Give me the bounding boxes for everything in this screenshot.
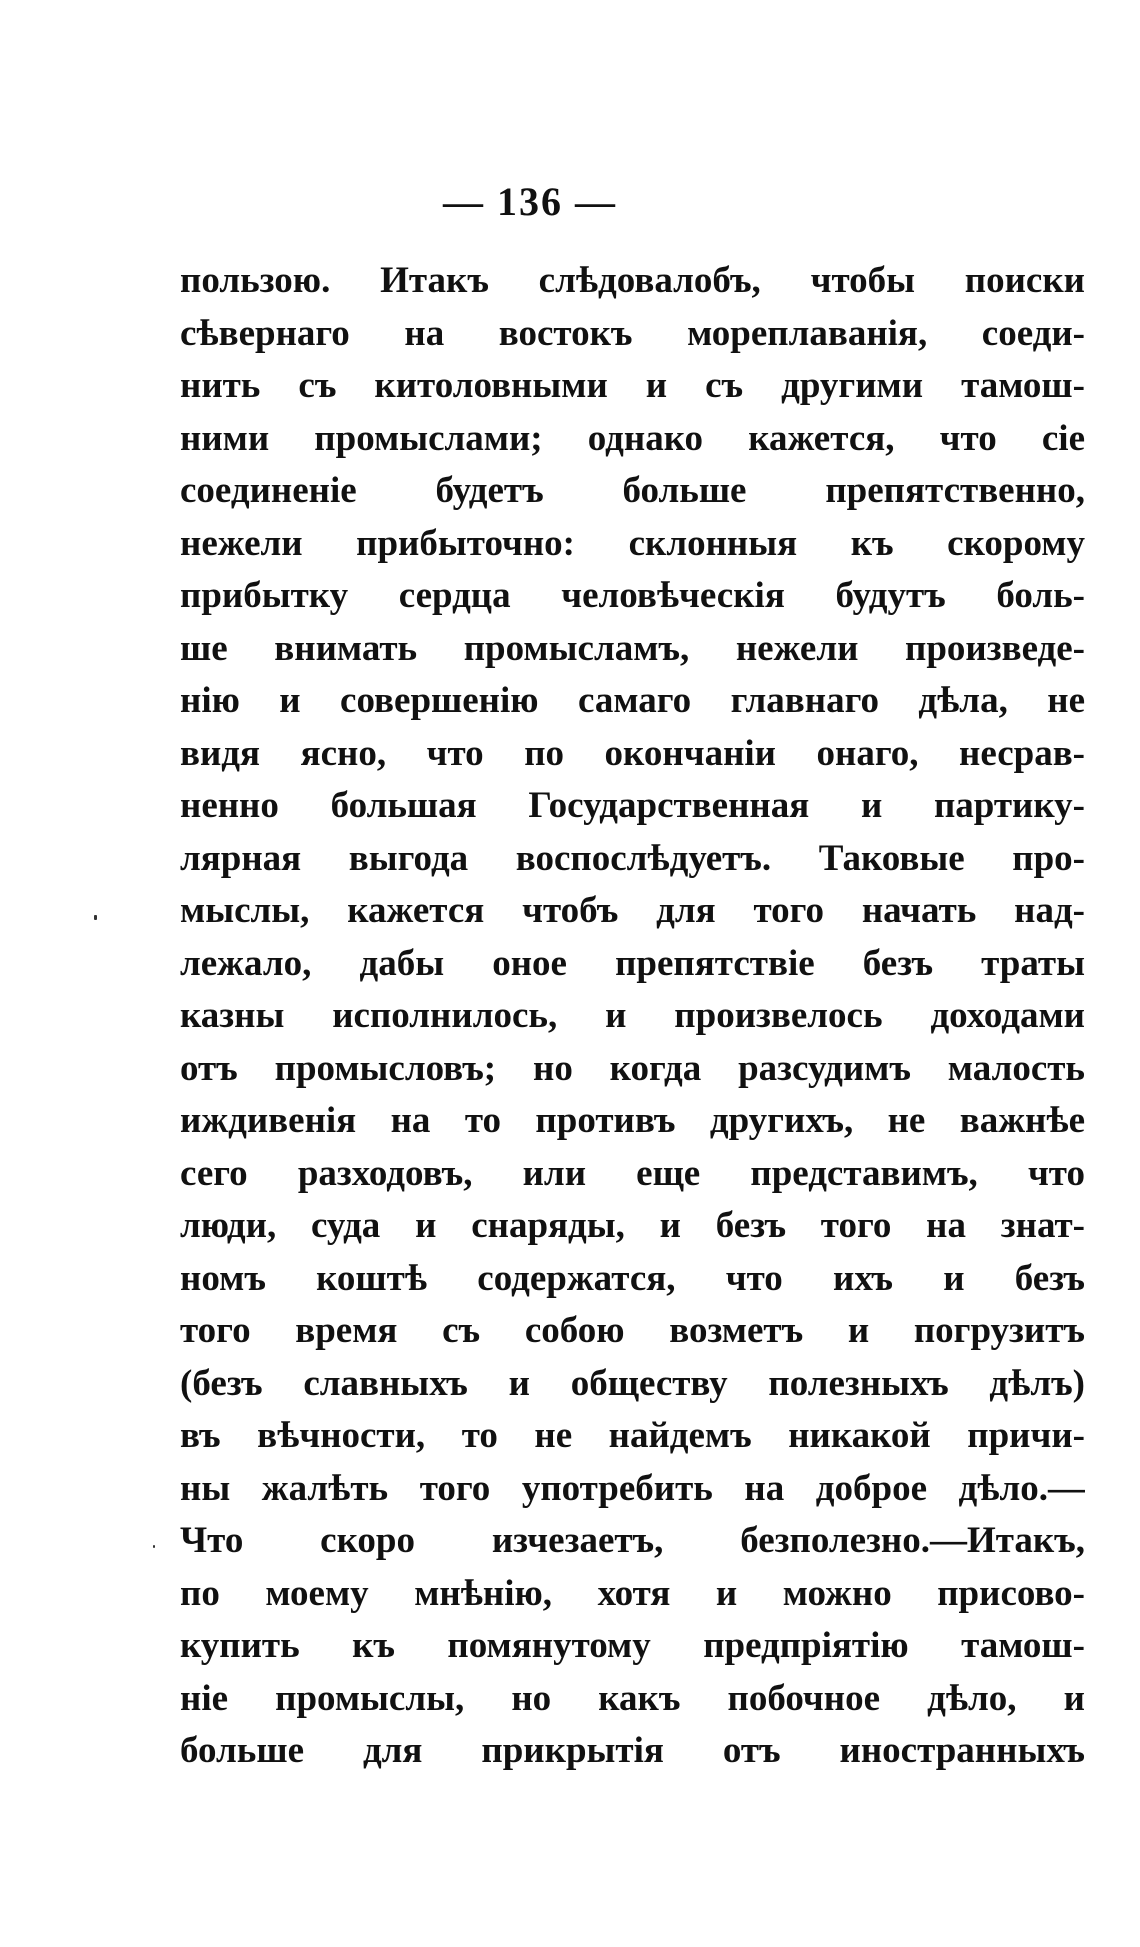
text-line: Что скоро изчезаетъ, безполезно.—Итакъ, <box>180 1520 1085 1561</box>
text-line: нежели прибыточно: склонныя къ скорому <box>180 522 1085 564</box>
text-line: нить съ китоловными и съ другими тамош- <box>180 365 1085 406</box>
text-line: отъ промысловъ; но когда разсудимъ малость <box>180 1047 1085 1089</box>
text-line: ше внимать промысламъ, нежели произведе- <box>180 627 1085 669</box>
text-line: (безъ славныхъ и обществу полезныхъ дѣлъ) <box>180 1362 1085 1404</box>
text-line: мыслы, кажется чтобъ для того начать над- <box>180 890 1085 931</box>
text-line: лежало, дабы оное препятствіе безъ траты <box>180 942 1085 984</box>
text-line: купить къ помянутому предпріятію тамош- <box>180 1625 1085 1666</box>
text-line: ними промыслами; однако кажется, что сіе <box>180 417 1085 459</box>
text-line: иждивенія на то противъ другихъ, не важнѣе <box>180 1100 1085 1141</box>
text-line: лярная выгода воспослѣдуетъ. Таковые про- <box>180 837 1085 879</box>
text-line: нію и совершенію самаго главнаго дѣла, не <box>180 680 1085 721</box>
body-text <box>180 255 1085 1778</box>
text-line: сѣвернаго на востокъ мореплаванія, соеди- <box>180 312 1085 354</box>
text-line: соединеніе будетъ больше препятственно, <box>180 470 1085 511</box>
text-line: сего разходовъ, или еще представимъ, что <box>180 1152 1085 1194</box>
text-line: ніе промыслы, но какъ побочное дѣло, и <box>180 1677 1085 1719</box>
text-line: въ вѣчности, то не найдемъ никакой причи- <box>180 1415 1085 1456</box>
text-line: пользою. Итакъ слѣдовалобъ, чтобы поиски <box>180 260 1085 301</box>
text-line: больше для прикрытія отъ иностранныхъ <box>180 1730 1085 1771</box>
text-line: ны жалѣть того употребить на доброе дѣло.— <box>180 1467 1085 1509</box>
ink-speck <box>153 1545 155 1548</box>
page-number: — 136 — <box>443 179 617 224</box>
text-line: номъ коштѣ содержатся, что ихъ и безъ <box>180 1257 1085 1299</box>
text-line: прибытку сердца человѣческія будутъ боль- <box>180 575 1085 616</box>
text-line: того время съ собою возметъ и погрузитъ <box>180 1310 1085 1351</box>
text-line: по моему мнѣнію, хотя и можно присово- <box>180 1572 1085 1614</box>
text-line: ненно большая Государственная и партику- <box>180 785 1085 826</box>
text-line: казны исполнилось, и произвелось доходами <box>180 995 1085 1036</box>
text-line: видя ясно, что по окончаніи онаго, несрав- <box>180 732 1085 774</box>
ink-speck <box>94 915 97 920</box>
text-line: люди, суда и снаряды, и безъ того на знат- <box>180 1205 1085 1246</box>
